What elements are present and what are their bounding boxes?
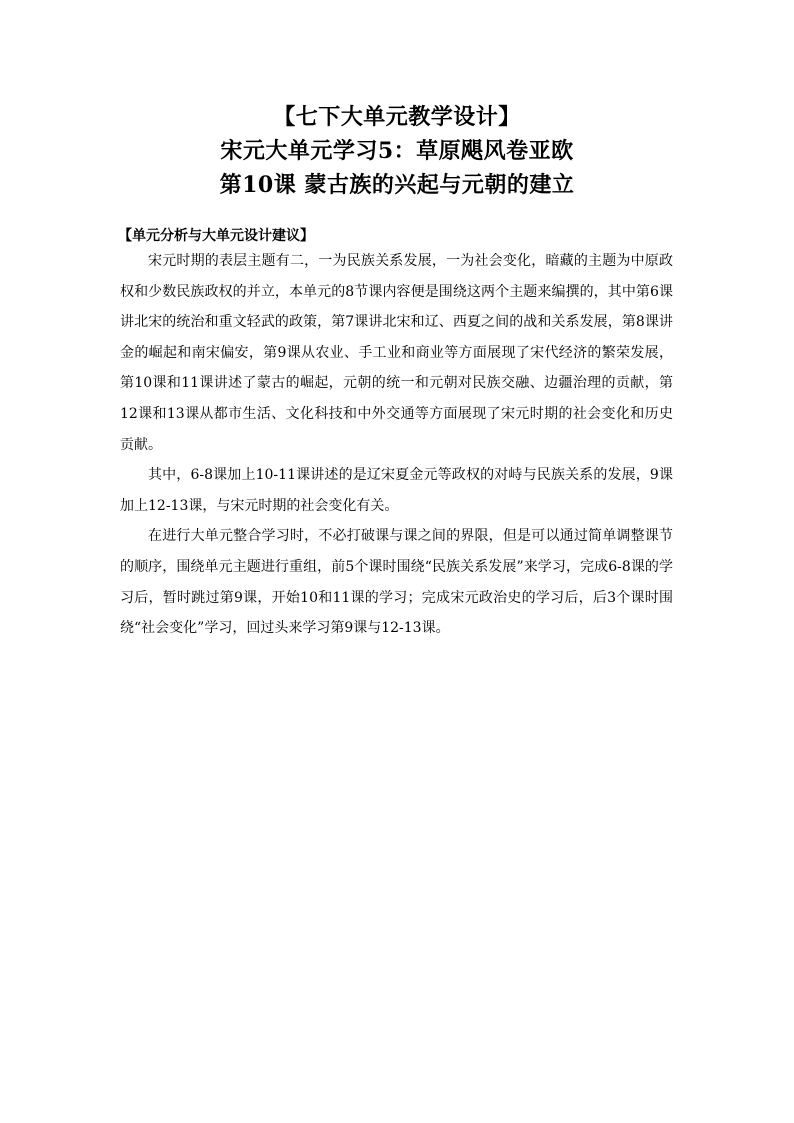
lesson-title: 第10课 蒙古族的兴起与元朝的建立	[219, 172, 575, 198]
unit-title: 宋元大单元学习5：草原飓风卷亚欧	[220, 138, 574, 164]
title-block	[0, 100, 794, 202]
section-heading: 【单元分析与大单元设计建议】	[118, 228, 314, 244]
paragraph-unit-overview: 宋元时期的表层主题有二，一为民族关系发展，一为社会变化，暗藏的主题为中原政权和少数民族政权的并立，本单元的8节课内容便是围绕这两个主题来编撰的，其中第6课讲北宋的统治和重文轻武的政策，第7课讲北宋和辽、西夏之间的战和关系发展，第8课讲金的崛起和南宋偏安，第9课从农业、手工业和商业等方面展现了宋代经济的繁荣发展，第10课和11课讲述了蒙古的崛起，元朝的统一和元朝对民族交融、边疆治理的贡献，第12课和13课从都市生活、文化科技和中外交通等方面展现了宋元时期的社会变化和历史贡献。	[120, 253, 673, 453]
paragraph-integration-plan: 在进行大单元整合学习时，不必打破课与课之间的界限，但是可以通过简单调整课节的顺序，围绕单元主题进行重组，前5个课时围绕“民族关系发展”来学习，完成6-8课的学习后，暂时跳过第9课，开始10和11课的学习；完成宋元政治史的学习后，后3个课时围绕“社会变化”学习，回过头来学习第9课与12-13课。	[120, 528, 673, 637]
body-text	[120, 246, 673, 644]
unit-series-title: 【七下大单元教学设计】	[273, 104, 521, 130]
paragraph-lesson-grouping: 其中，6-8课加上10-11课讲述的是辽宋夏金元等政权的对峙与民族关系的发展，9课加上12-13课，与宋元时期的社会变化有关。	[120, 467, 673, 514]
